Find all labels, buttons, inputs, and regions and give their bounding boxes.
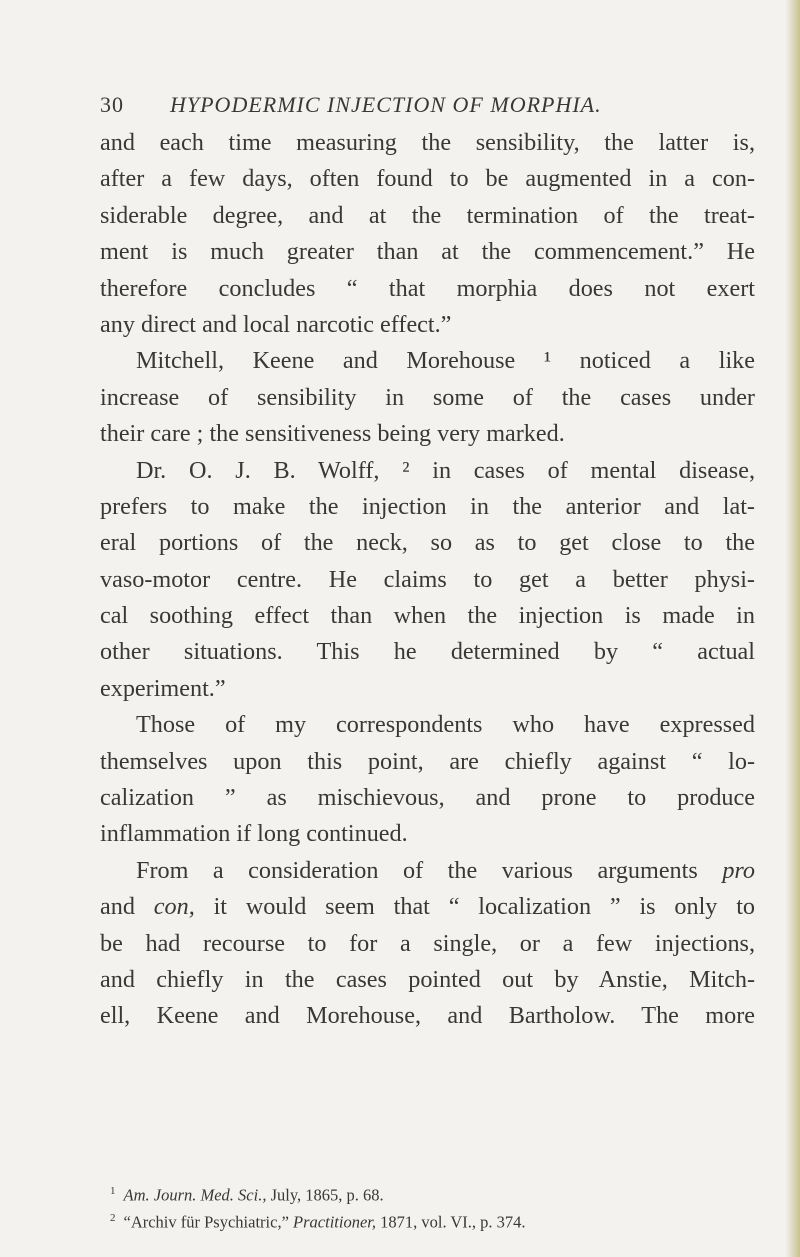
text-line: eral portions of the neck, so as to get close to the — [100, 529, 755, 557]
footnote — [100, 1207, 755, 1234]
text-line: vaso-motor centre. He claims to get a better physi- — [100, 565, 755, 593]
text-line: any direct and local narcotic effect.” — [100, 310, 452, 338]
text-line — [100, 853, 755, 889]
text-segment: From a consideration of the various arguments — [136, 856, 698, 884]
text-line: Mitchell, Keene and Morehouse ¹ noticed a like — [136, 347, 755, 375]
footnote-italic: Am. Journ. Med. Sci., — [123, 1185, 267, 1205]
text-line: experiment.” — [100, 674, 226, 702]
text-line: therefore concludes “ that morphia does not exert — [100, 274, 755, 302]
text-line: inflammation if long continued. — [100, 820, 408, 848]
text-segment-italic: pro — [722, 856, 755, 884]
page-header — [100, 92, 760, 118]
footnote — [100, 1180, 755, 1207]
page-number: 30 — [100, 92, 124, 117]
footnote-italic: Practitioner, — [293, 1212, 376, 1231]
text-line: other situations. This he determined by “ actual — [100, 638, 755, 666]
text-line: be had recourse to for a single, or a few injections, — [100, 929, 755, 957]
text-line: Those of my correspondents who have expressed — [136, 711, 755, 739]
text-line: ell, Keene and Morehouse, and Bartholow. The more — [100, 1002, 755, 1030]
text-segment: it would seem that “ localization ” is only to — [213, 893, 755, 921]
text-line: siderable degree, and at the termination of the treat- — [100, 201, 755, 229]
body-text — [100, 125, 755, 1035]
text-line: prefers to make the injection in the anterior and lat- — [100, 492, 755, 520]
text-line: cal soothing effect than when the injection is made in — [100, 602, 755, 630]
text-line: Dr. O. J. B. Wolff, ² in cases of mental disease, — [136, 456, 755, 484]
text-line: after a few days, often found to be augmented in a con- — [100, 165, 755, 193]
text-segment: and — [100, 893, 135, 921]
text-line: and chiefly in the cases pointed out by Anstie, Mitch- — [100, 965, 755, 993]
running-title: HYPODERMIC INJECTION OF MORPHIA. — [170, 92, 602, 117]
text-line — [100, 889, 755, 925]
text-line: themselves upon this point, are chiefly against “ lo- — [100, 747, 755, 775]
footnote-mark: 1 — [110, 1185, 116, 1197]
footnote-mark: 2 — [110, 1211, 116, 1224]
footnote-text: July, 1865, p. 68. — [270, 1185, 384, 1205]
footnotes — [100, 1180, 755, 1233]
text-line: their care ; the sensitiveness being very marked. — [100, 420, 565, 448]
text-line: and each time measuring the sensibility, the latter is, — [100, 129, 755, 156]
text-line: calization ” as mischievous, and prone to produce — [100, 784, 755, 812]
text-line: increase of sensibility in some of the cases under — [100, 383, 755, 411]
text-line: ment is much greater than at the commencement.” He — [100, 238, 755, 266]
page-edge — [786, 0, 800, 1257]
text-segment-italic: con, — [153, 893, 195, 921]
footnote-text: 1871, vol. VI., p. 374. — [380, 1212, 526, 1231]
footnote-text: “Archiv für Psychiatric,” — [123, 1212, 289, 1231]
